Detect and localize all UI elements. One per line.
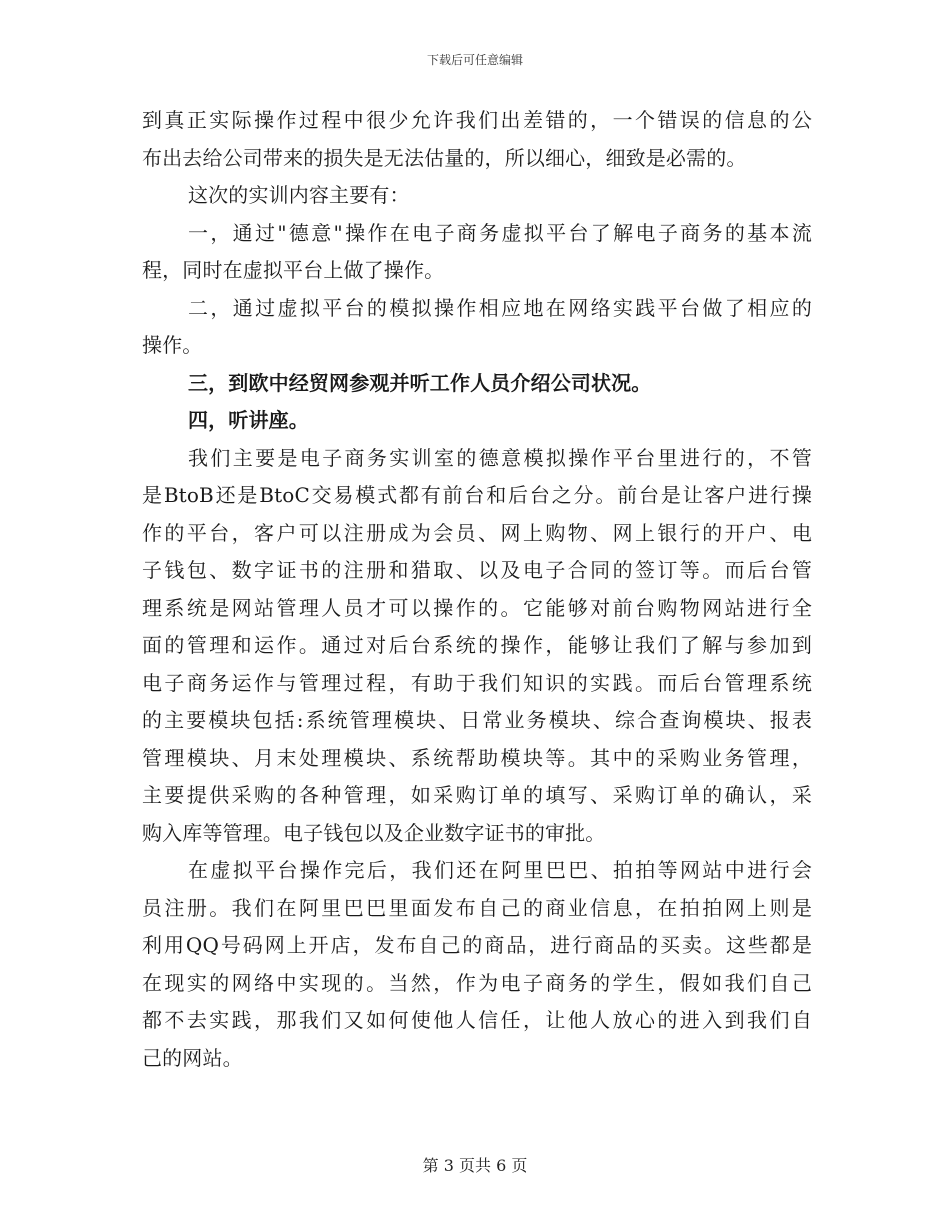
text-line: 己的网站。	[142, 1045, 243, 1070]
page-header: 下载后可任意编辑	[426, 53, 523, 67]
text-line: 一，通过"德意"操作在电子商务虚拟平台了解电子商务的基本流	[188, 220, 812, 245]
text-line: 管理模块、月末处理模块、系统帮助模块等。其中的采购业务管理，	[142, 745, 812, 770]
text-line: 主要提供采购的各种管理，如采购订单的填写、采购订单的确认，采	[142, 783, 812, 807]
paragraph	[142, 365, 812, 403]
paragraph	[142, 440, 812, 853]
text-line: 子钱包、数字证书的注册和猎取、以及电子合同的签订等。而后台管	[142, 558, 812, 582]
text-line: 在虚拟平台操作完后，我们还在阿里巴巴、拍拍等网站中进行会	[188, 858, 812, 882]
text-line: 利用QQ号码网上开店，发布自己的商品，进行商品的买卖。这些都是	[142, 933, 812, 957]
text-line: 二，通过虚拟平台的模拟操作相应地在网络实践平台做了相应的	[188, 295, 812, 320]
text-line: 我们主要是电子商务实训室的德意模拟操作平台里进行的，不管	[188, 445, 812, 470]
paragraph	[142, 102, 812, 177]
text-line: 在现实的网络中实现的。当然，作为电子商务的学生，假如我们自己	[142, 970, 812, 995]
document-body	[142, 102, 812, 1077]
text-line: 购入库等管理。电子钱包以及企业数字证书的审批。	[142, 820, 606, 845]
text-line: 都不去实践，那我们又如何使他人信任，让他人放心的进入到我们自	[142, 1008, 812, 1032]
page-number-footer: 第 3 页共 6 页	[422, 1156, 528, 1175]
text-line: 是BtoB还是BtoC交易模式都有前台和后台之分。前台是让客户进行操	[142, 483, 812, 507]
text-line: 操作。	[142, 333, 203, 357]
text-line: 四，听讲座。	[188, 408, 309, 432]
paragraph	[142, 402, 812, 440]
text-line: 到真正实际操作过程中很少允许我们出差错的，一个错误的信息的公	[142, 108, 812, 132]
text-line: 这次的实训内容主要有：	[188, 183, 410, 207]
text-line: 员注册。我们在阿里巴巴里面发布自己的商业信息，在拍拍网上则是	[142, 895, 812, 920]
text-line: 布出去给公司带来的损失是无法估量的，所以细心，细致是必需的。	[142, 145, 747, 170]
paragraph	[142, 177, 812, 215]
text-line: 程，同时在虚拟平台上做了操作。	[142, 258, 445, 282]
text-line: 的主要模块包括:系统管理模块、日常业务模块、综合查询模块、报表	[142, 708, 812, 732]
paragraph	[142, 215, 812, 290]
paragraph	[142, 290, 812, 365]
paragraph	[142, 852, 812, 1077]
text-line: 电子商务运作与管理过程，有助于我们知识的实践。而后台管理系统	[142, 670, 812, 695]
text-line: 作的平台，客户可以注册成为会员、网上购物、网上银行的开户、电	[142, 520, 812, 545]
text-line: 面的管理和运作。通过对后台系统的操作，能够让我们了解与参加到	[142, 633, 812, 657]
text-line: 三，到欧中经贸网参观并听工作人员介绍公司状况。	[188, 370, 652, 395]
text-line: 理系统是网站管理人员才可以操作的。它能够对前台购物网站进行全	[142, 595, 812, 620]
